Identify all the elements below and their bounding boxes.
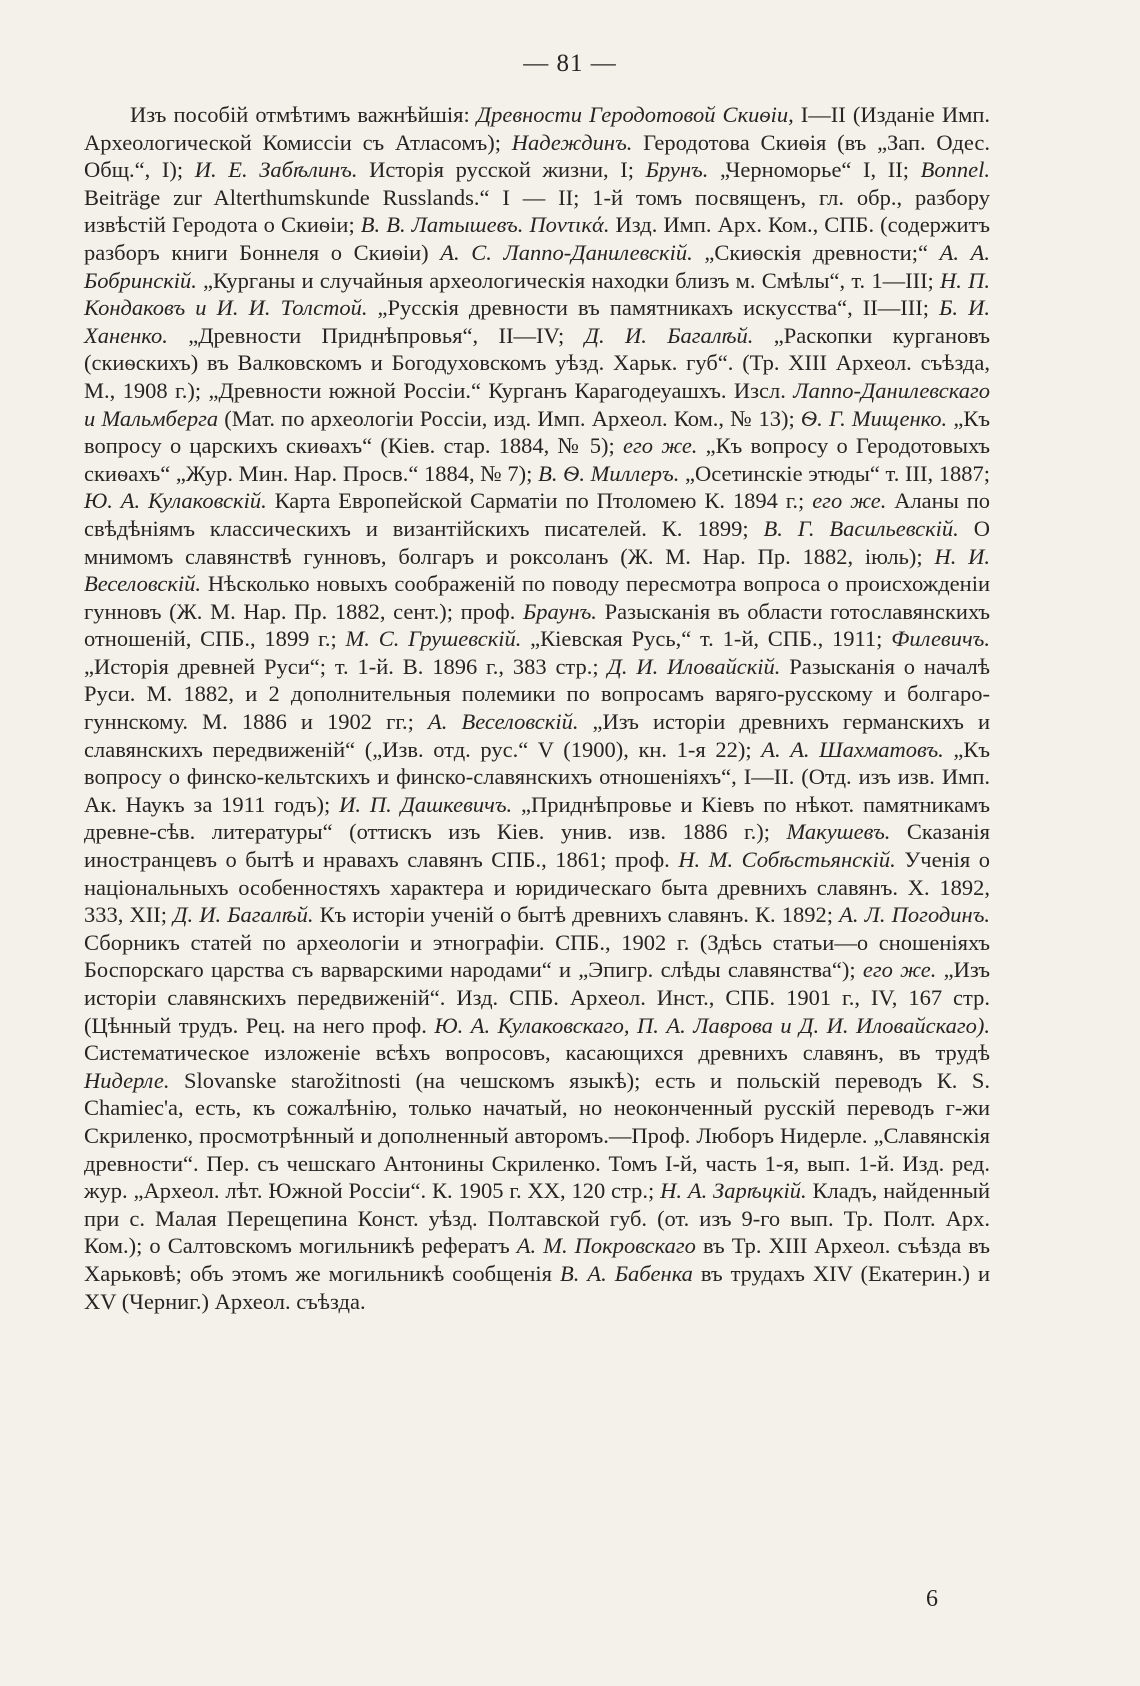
citation-text: Разысканія о началѣ Руси. М. 1882, и 2 дополнительныя полемики по вопросамъ варяго-русскому и болгаро-гуннскому. М. 1886 и 1902 гг.; [84,653,990,735]
citation-text: Slovanske starožitnosti (на чешскомъ языкѣ); есть и польскій переводъ К. S. Chamiec'а, есть, къ сожалѣнію, только начатый, но неоконченный русскій переводъ г-жи Скриленко, просмотрѣнный и дополненный авторомъ.—Проф. Люборъ Нидерле. „Славянскія древности“. Пер. съ чешскаго Антонины Скриленко. Томъ I-й, часть 1-я, вып. 1-й. Изд. ред. жур. „Археол. лѣт. Южной Россіи“. К. 1905 г. XX, 120 стр.; [84,1067,990,1204]
citation-author: М. С. Грушевскій. [345,626,522,652]
citation-text: Разысканія въ области готославянскихъ отношеній, СПБ., 1899 г.; [84,598,990,652]
citation-text: „Изъ исторіи древнихъ германскихъ и славянскихъ передвиженій“ („Изв. отд. рус.“ V (1900), кн. 1-я 22); [84,709,990,762]
citation-text: „Исторія древней Руси“; т. 1-й. В. 1896 г., 383 стр.; [84,653,608,679]
citation-text: Изд. Имп. Арх. Ком., СПБ. (содержитъ разборъ книги Боннеля о Скиѳіи) [84,212,990,265]
citation-text: „Къ вопросу о Геродотовыхъ скиѳахъ“ „Жур. Мин. Нар. Просв.“ 1884, № 7); [84,433,990,486]
citation-author: А. Веселовскій. [428,709,579,735]
citation-author: Филевичъ. [891,626,990,652]
signature-mark: 6 [926,1586,938,1612]
citation-text: Нѣсколько новыхъ соображеній по поводу пересмотра вопроса о происхожденіи гунновъ (Ж. М. Нар. Пр. 1882, сент.); проф. [84,571,990,624]
citation-author: Надеждинъ. [511,129,633,155]
citation-author: А. М. Покровскаго [516,1233,696,1259]
citation-text: „Къ вопросу о царскихъ скиѳахъ“ (Кіев. стар. 1884, № 5); [84,405,990,459]
citation-text: „Осетинскіе этюды“ т. III, 1887; [679,460,990,486]
citation-text: „Скиѳскія древности;“ [692,239,940,265]
citation-text: „Русскія древности въ памятникахъ искусства“, II—III; [367,295,940,321]
citation-text: Систематическое изложеніе всѣхъ вопросовъ, касающихся древнихъ славянъ, въ трудѣ [84,1040,990,1066]
citation-author: его же. [622,433,698,459]
citation-text: въ трудахъ XIV (Екатерин.) и XV (Черниг.) Археол. съѣзда. [84,1260,990,1314]
citation-author: Макушевъ. [786,819,891,845]
citation-text: „Черноморье“ I, II; [708,157,921,183]
citation-text: „Древности Приднѣпровья“, II—IV; [167,322,585,348]
citation-author: Д. И. Багалѣй. [584,322,754,348]
citation-author: Н. М. Собѣстьянскій. [678,847,896,873]
citation-author: Д. И. Багалѣй. [173,902,314,928]
citation-text: (Мат. по археологіи Россіи, изд. Имп. Археол. Ком., № 13); [218,405,801,431]
citation-author: Ποντικά. [529,212,610,238]
citation-text: Beiträge zur Alterthumskunde Russlands.“ I — II; 1-й томъ посвященъ, гл. обр., разбору извѣстій Геродота о Скиѳіи; [84,184,990,238]
citation-text: О мнимомъ славянствѣ гунновъ, болгаръ и роксоланъ (Ж. М. Нар. Пр. 1882, іюль); [84,515,990,569]
citation-text: Сказанія иностранцевъ о бытѣ и нравахъ славянъ СПБ., 1861; проф. [84,819,990,873]
citation-author: его же. [812,488,887,514]
citation-text: Исторія русской жизни, I; [357,157,646,183]
citation-text: Сборникъ статей по археологіи и этнографіи. СПБ., 1902 г. (Здѣсь статьи—о сношеніяхъ Боспорскаго царства съ варварскими народами“ и „Эпигр. слѣды славянства“); [84,929,990,983]
citation-author: Лаппо-Данилевскаго и Мальмберга [84,377,990,431]
citation-text: „Приднѣпровье и Кіевъ по нѣкот. памятникамъ древне-сѣв. литературы“ (оттискъ изъ Кіев. унив. изв. 1886 г.); [84,791,990,845]
citation-author: А. Л. Погодинъ. [839,902,990,928]
citation-author: В. В. Латышевъ. [360,212,524,238]
citation-text: „Къ вопросу о финско-кельтскихъ и финско-славянскихъ отношеніяхъ“, I—II. (Отд. изъ изв. Имп. Ак. Наукъ за 1911 годъ); [84,736,990,817]
citation-author: Н. А. Зарѣцкій. [660,1178,807,1204]
citation-text: Къ исторіи ученій о бытѣ древнихъ славянъ. К. 1892; [313,902,840,928]
citation-text: Ученія о національныхъ особенностяхъ характера и юридическаго быта древнихъ славянъ. Х. 1892, 333, XII; [84,847,990,928]
citation-text: Карта Европейской Сарматіи по Птоломею К. 1894 г.; [266,488,813,514]
citation-author: Ю. А. Кулаковскій. [84,488,267,514]
citation-author: его же. [862,957,937,983]
citation-author: Древности Геродотовой Скиѳіи, [476,102,794,127]
citation-author: Браунъ. [522,598,597,624]
citation-text: „Раскопки кургановъ (скиѳскихъ) въ Валковскомъ и Богодуховскомъ уѣзд. Харьк. губ“. (Тр. XIII Археол. съѣзда, М., 1908 г.); „Древности южной Россіи.“ Курганъ Карагодеуашхъ. Изсл. [84,322,990,403]
citation-author: Б. И. Ханенко. [84,295,990,348]
citation-author: Ю. А. Кулаковскаго, П. А. Лаврова и Д. И. Иловайскаго). [434,1012,991,1038]
citation-author: Д. И. Иловайскій. [607,653,781,679]
citation-author: Брунъ. [645,157,709,183]
citation-text: въ Тр. XIII Археол. съѣзда въ Харьковѣ; объ этомъ же могильникѣ сообщенія [84,1233,990,1286]
citation-text: Кладъ, найденный при с. Малая Перещепина Конст. уѣзд. Полтавской губ. (от. изъ 9-го вып. Тр. Полт. Арх. Ком.); о Салтовскомъ могильникѣ рефератъ [84,1178,990,1259]
citation-author: Н. П. Кондаковъ и И. И. Толстой. [84,267,990,321]
citation-author: Bonnel. [920,157,990,183]
citation-author: А. А. Шахматовъ. [761,736,944,762]
citation-text: „Изъ исторіи славянскихъ передвиженій“. Изд. СПБ. Археол. Инст., СПБ. 1901 г., IV, 167 стр. (Цѣнный трудъ. Рец. на него проф. [84,957,991,1038]
citation-author: И. П. Дашкевичъ. [339,791,513,817]
citation-text: Аланы по свѣдѣніямъ классическихъ и византійскихъ писателей. К. 1899; [84,488,990,541]
citation-text: I—II (Изданіе Имп. Археологической Комиссіи съ Атласомъ); [84,102,990,155]
citation-author: Н. И. Веселовскій. [84,543,991,597]
citation-author: В. Г. Васильевскій. [763,515,959,541]
page-number: — 81 — [523,50,617,77]
citation-author: Ѳ. Г. Мищенко. [800,405,948,431]
citation-text: „Кіевская Русь,“ т. 1-й, СПБ., 1911; [521,626,892,652]
citation-text: Геродотова Скиѳія (въ „Зап. Одес. Общ.“, I); [84,129,990,183]
citation-author: Нидерле. [84,1067,170,1093]
bibliography-paragraph [84,101,990,1315]
citation-text: „Курганы и случайныя археологическія находки близъ м. Смѣлы“, т. 1—III; [196,267,941,293]
citation-text: Изъ пособій отмѣтимъ важнѣйшія: [130,102,477,127]
citation-author: В. Ѳ. Миллеръ. [538,460,680,486]
citation-author: И. Е. Забѣлинъ. [194,157,358,183]
citation-author: В. А. Бабенка [560,1260,693,1286]
citation-author: А. А. Бобринскій. [84,239,990,293]
citation-author: А. С. Лаппо-Данилевскій. [440,239,693,265]
